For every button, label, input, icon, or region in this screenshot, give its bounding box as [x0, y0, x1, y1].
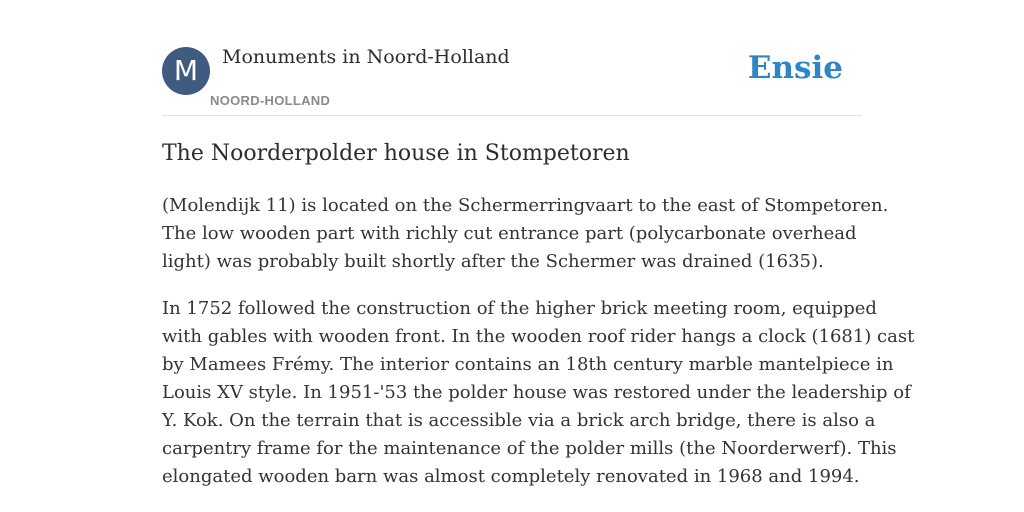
- article-paragraph-1: [162, 192, 889, 276]
- site-header: [162, 40, 862, 116]
- paragraph-line: (Molendijk 11) is located on the Schermerringvaart to the east of Stompetoren.: [162, 195, 889, 216]
- brand-logo[interactable]: Ensie: [747, 50, 843, 86]
- paragraph-line: light) was probably built shortly after the Schermer was drained (1635).: [162, 251, 824, 272]
- article-paragraph-2: [162, 295, 915, 491]
- article-title: The Noorderpolder house in Stompetoren: [162, 141, 630, 166]
- paragraph-line: In 1752 followed the construction of the higher brick meeting room, equipped: [162, 298, 877, 319]
- paragraph-line: carpentry frame for the maintenance of the polder mills (the Noorderwerf). This: [162, 438, 897, 459]
- paragraph-line: with gables with wooden front. In the wooden roof rider hangs a clock (1681) cast: [162, 326, 915, 347]
- paragraph-line: The low wooden part with richly cut entrance part (polycarbonate overhead: [162, 223, 857, 244]
- site-subtitle-link[interactable]: NOORD-HOLLAND: [210, 93, 331, 108]
- avatar[interactable]: M: [162, 47, 210, 95]
- paragraph-line: elongated wooden barn was almost completely renovated in 1968 and 1994.: [162, 466, 860, 487]
- paragraph-line: Y. Kok. On the terrain that is accessible via a brick arch bridge, there is also a: [162, 410, 876, 431]
- paragraph-line: Louis XV style. In 1951-'53 the polder house was restored under the leadership of: [162, 382, 911, 403]
- article: [162, 138, 915, 491]
- site-title-link[interactable]: Monuments in Noord-Holland: [222, 46, 510, 68]
- paragraph-line: by Mamees Frémy. The interior contains an 18th century marble mantelpiece in: [162, 354, 894, 375]
